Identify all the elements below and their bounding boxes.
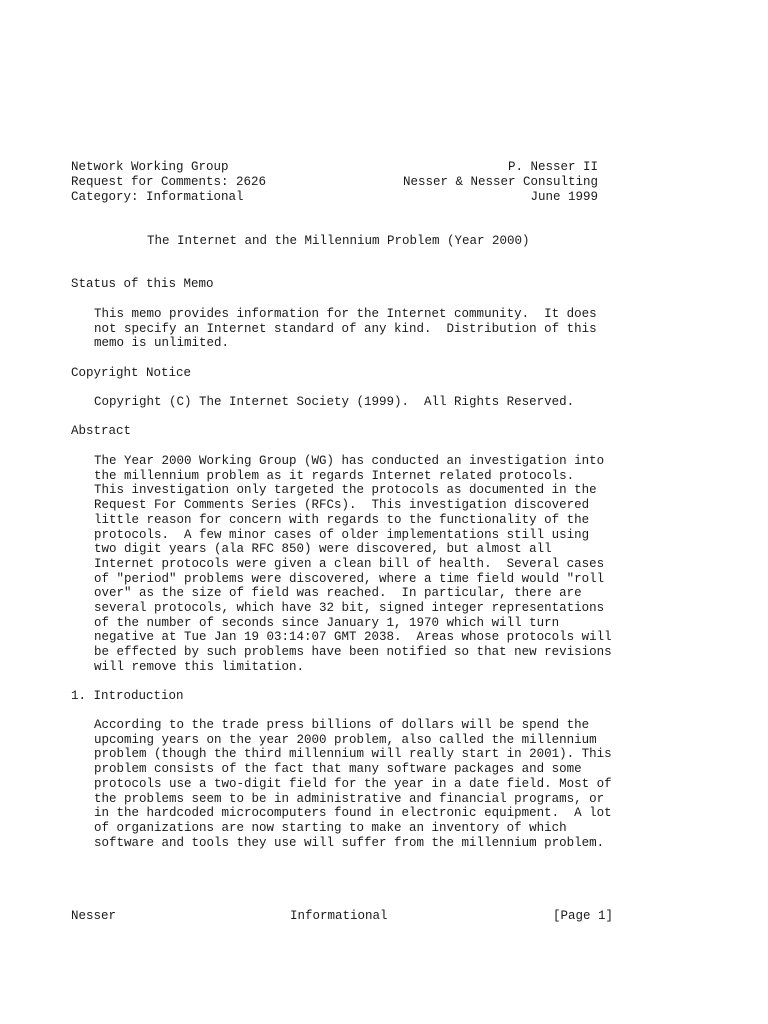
introduction-line: the problems seem to be in administrative and financial programs, or (94, 791, 605, 806)
abstract-line: This investigation only targeted the protocols as documented in the (94, 483, 597, 498)
abstract-line: little reason for concern with regards to the functionality of the (94, 512, 590, 527)
introduction-line: software and tools they use will suffer from the millennium problem. (94, 835, 605, 850)
introduction-line: protocols use a two-digit field for the year in a date field. Most of (94, 776, 612, 791)
abstract-line: two digit years (ala RFC 850) were discovered, but almost all (94, 542, 552, 557)
abstract-line: over" as the size of field was reached. In particular, there are (94, 586, 582, 601)
section-heading-abstract: Abstract (71, 424, 132, 438)
header-organization: Nesser & Nesser Consulting (402, 175, 598, 189)
section-heading-copyright: Copyright Notice (71, 366, 192, 380)
abstract-line: of the number of seconds since January 1, 1970 which will turn (94, 615, 560, 630)
abstract-line: Request For Comments Series (RFCs). This investigation discovered (94, 498, 590, 513)
introduction-line: in the hardcoded microcomputers found in electronic equipment. A lot (94, 806, 612, 821)
footer-category: Informational (290, 909, 388, 923)
section-heading-status: Status of this Memo (71, 277, 214, 291)
abstract-line: several protocols, which have 32 bit, signed integer representations (94, 601, 605, 615)
header-rfc-number: Request for Comments: 2626 (71, 175, 267, 189)
footer-page-number: [Page 1] (552, 909, 613, 923)
introduction-line: upcoming years on the year 2000 problem, also called the millennium (94, 732, 597, 747)
abstract-line: The Year 2000 Working Group (WG) has conducted an investigation into (94, 454, 605, 468)
abstract-line: of "period" problems were discovered, where a time field would "roll (94, 571, 605, 586)
status-line: memo is unlimited. (94, 336, 230, 351)
status-line: This memo provides information for the Internet community. It does (94, 307, 597, 321)
abstract-line: be effected by such problems have been notified so that new revisions (94, 645, 612, 660)
header-date: June 1999 (530, 190, 598, 204)
introduction-line: According to the trade press billions of dollars will be spend the (94, 718, 590, 732)
footer-author: Nesser (71, 909, 117, 923)
section-heading-introduction: 1. Introduction (71, 689, 184, 703)
copyright-line: Copyright (C) The Internet Society (1999). All Rights Reserved. (94, 395, 575, 409)
abstract-line: negative at Tue Jan 19 03:14:07 GMT 2038. Areas whose protocols will (94, 630, 612, 645)
abstract-line: will remove this limitation. (94, 659, 305, 674)
abstract-line: the millennium problem as it regards Internet related protocols. (94, 468, 575, 483)
introduction-line: of organizations are now starting to make an inventory of which (94, 820, 567, 835)
status-line: not specify an Internet standard of any kind. Distribution of this (94, 321, 597, 336)
header-category: Category: Informational (71, 190, 244, 204)
header-author: P. Nesser II (507, 160, 598, 174)
abstract-line: protocols. A few minor cases of older implementations still using (94, 527, 590, 542)
header-working-group: Network Working Group (71, 160, 229, 174)
document-title: The Internet and the Millennium Problem (Year 2000) (147, 234, 530, 248)
introduction-line: problem consists of the fact that many software packages and some (94, 762, 582, 777)
introduction-line: problem (though the third millennium will really start in 2001). This (94, 747, 612, 762)
abstract-line: Internet protocols were given a clean bill of health. Several cases (94, 556, 605, 571)
